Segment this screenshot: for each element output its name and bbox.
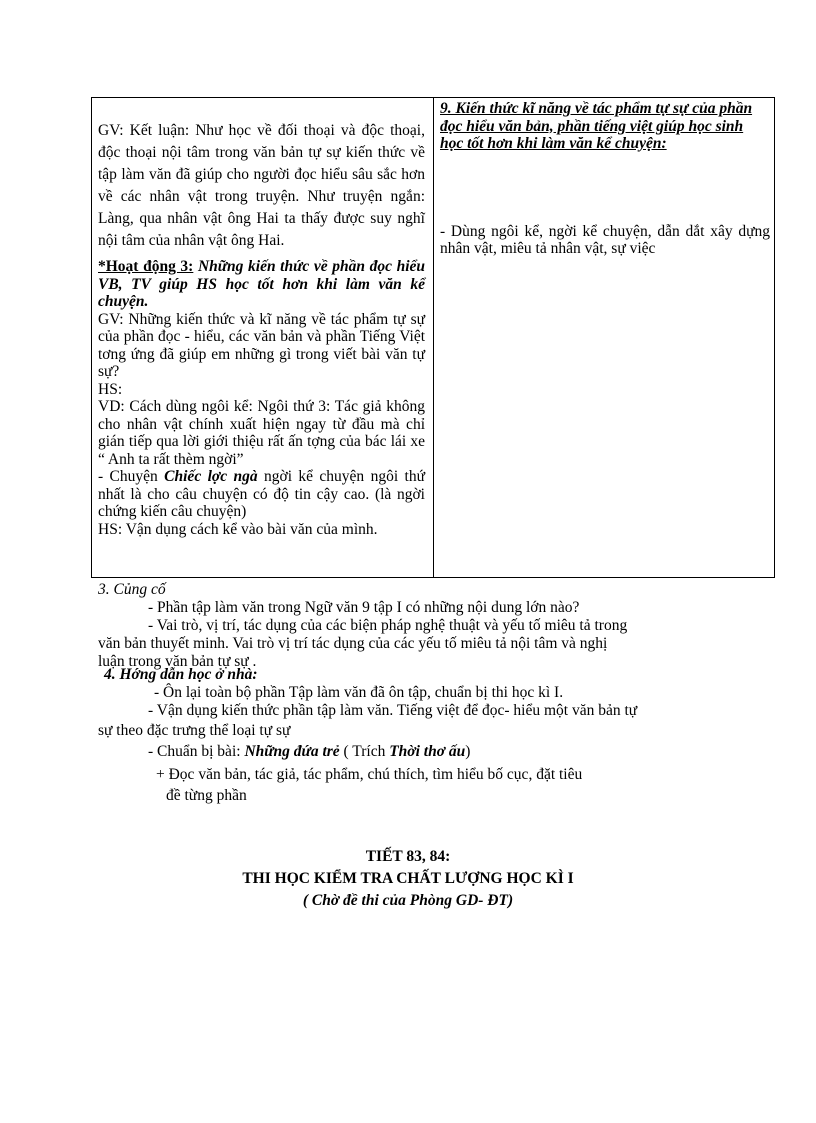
exam-note: ( Chờ đề thi của Phòng GD- ĐT) <box>302 892 514 909</box>
homework-item1: - Ôn lại toàn bộ phần Tập làm văn đã ôn tập, chuẩn bị thi học kì I. <box>154 684 564 701</box>
lesson-table <box>91 97 775 578</box>
story-rest: ngời kể chuyện ngôi thứ nhất là cho câu chuyện có độ tin cậy cao. (là ngời chứng kiến câu chuyện) <box>98 468 425 520</box>
story-title: Chiếc lợc ngà <box>164 468 258 485</box>
story-example <box>98 468 425 521</box>
consolidation-q2-line2: văn bản thuyết minh. Vai trò vị trí tác dụng của các yếu tố miêu tả nội tâm và nghị <box>98 635 608 652</box>
right-title: 9. Kiến thức kĩ năng về tác phẩm tự sự của phần đọc hiểu văn bản, phần tiếng việt giúp học sinh học tốt hơn khi làm văn kể chuyện: <box>440 100 753 152</box>
exam-period: TIẾT 83, 84: <box>365 848 451 865</box>
consolidation-q1: - Phần tập làm văn trong Ngữ văn 9 tập I có những nội dung lớn nào? <box>148 599 580 616</box>
homework-item2-line1: - Vận dụng kiến thức phần tập làm văn. Tiếng việt để đọc- hiểu một văn bản tự <box>148 702 638 719</box>
hs-label: HS: <box>98 380 123 398</box>
table-left-column <box>98 120 425 538</box>
homework-item2-line2: sự theo đặc trưng thể loại tự sự <box>98 722 291 739</box>
homework-sub1-line1: + Đọc văn bản, tác giả, tác phẩm, chú thích, tìm hiểu bố cục, đặt tiêu <box>156 766 583 783</box>
homework-sub1-line2: đề từng phần <box>166 787 247 804</box>
homework-prepare <box>148 742 470 762</box>
prepare-mid: ( Trích <box>339 743 390 760</box>
prepare-source: Thời thơ ấu <box>389 743 466 760</box>
consolidation-heading: 3. Củng cố <box>98 581 166 598</box>
prepare-title: Những đứa trẻ <box>244 743 340 760</box>
prepare-prefix: - Chuẩn bị bài: <box>148 743 245 760</box>
activity-3-heading <box>98 258 425 311</box>
column-divider <box>433 98 434 577</box>
right-point: - Dùng ngôi kể, ngời kể chuyện, dẫn dắt xây dựng nhân vật, miêu tả nhân vật, sự việc <box>440 222 770 257</box>
prepare-end: ) <box>465 743 471 760</box>
consolidation-q2-line3: luận trong văn bản tự sự . <box>98 653 257 670</box>
consolidation-q2-line1: - Vai trò, vị trí, tác dụng của các biện pháp nghệ thuật và yếu tố miêu tả trong <box>148 617 628 634</box>
activity-label: *Hoạt động 3: <box>98 258 194 275</box>
table-right-column <box>440 100 770 258</box>
hs-apply: HS: Vận dụng cách kể vào bài văn của mình. <box>98 520 378 538</box>
exam-title: THI HỌC KIỂM TRA CHẤT LƯỢNG HỌC KÌ I <box>242 870 574 887</box>
activity-title: Những kiến thức về phần đọc hiểu VB, TV giúp HS học tốt hơn khi làm văn kể chuyện. <box>98 258 425 310</box>
gv-conclusion: GV: Kết luận: Như học về đối thoại và độc thoại, độc thoại nội tâm trong văn bản tự sự kiến thức về tập làm văn đã giúp cho người đọc hiểu sâu sắc hơn về các nhân vật trong truyện. Như truyện ngắn: Làng, qua nhân vật ông Hai ta thấy được suy nghĩ nội tâm của nhân vật ông Hai. <box>98 122 425 249</box>
homework-heading: 4. Hớng dẫn học ở nhà: <box>104 666 258 683</box>
example-text: VD: Cách dùng ngôi kể: Ngôi thứ 3: Tác giả không cho nhân vật chính xuất hiện ngay từ đầu mà chỉ gián tiếp qua lời giới thiệu rất ấn tợng của bác lái xe “ Anh ta rất thèm ngời” <box>98 398 425 468</box>
gv-question: GV: Những kiến thức và kĩ năng về tác phẩm tự sự của phần đọc - hiểu, các văn bản và phần Tiếng Việt tơng ứng đã giúp em những gì trong viết bài văn tự sự? <box>98 310 425 380</box>
story-prefix: - Chuyện <box>98 468 165 485</box>
